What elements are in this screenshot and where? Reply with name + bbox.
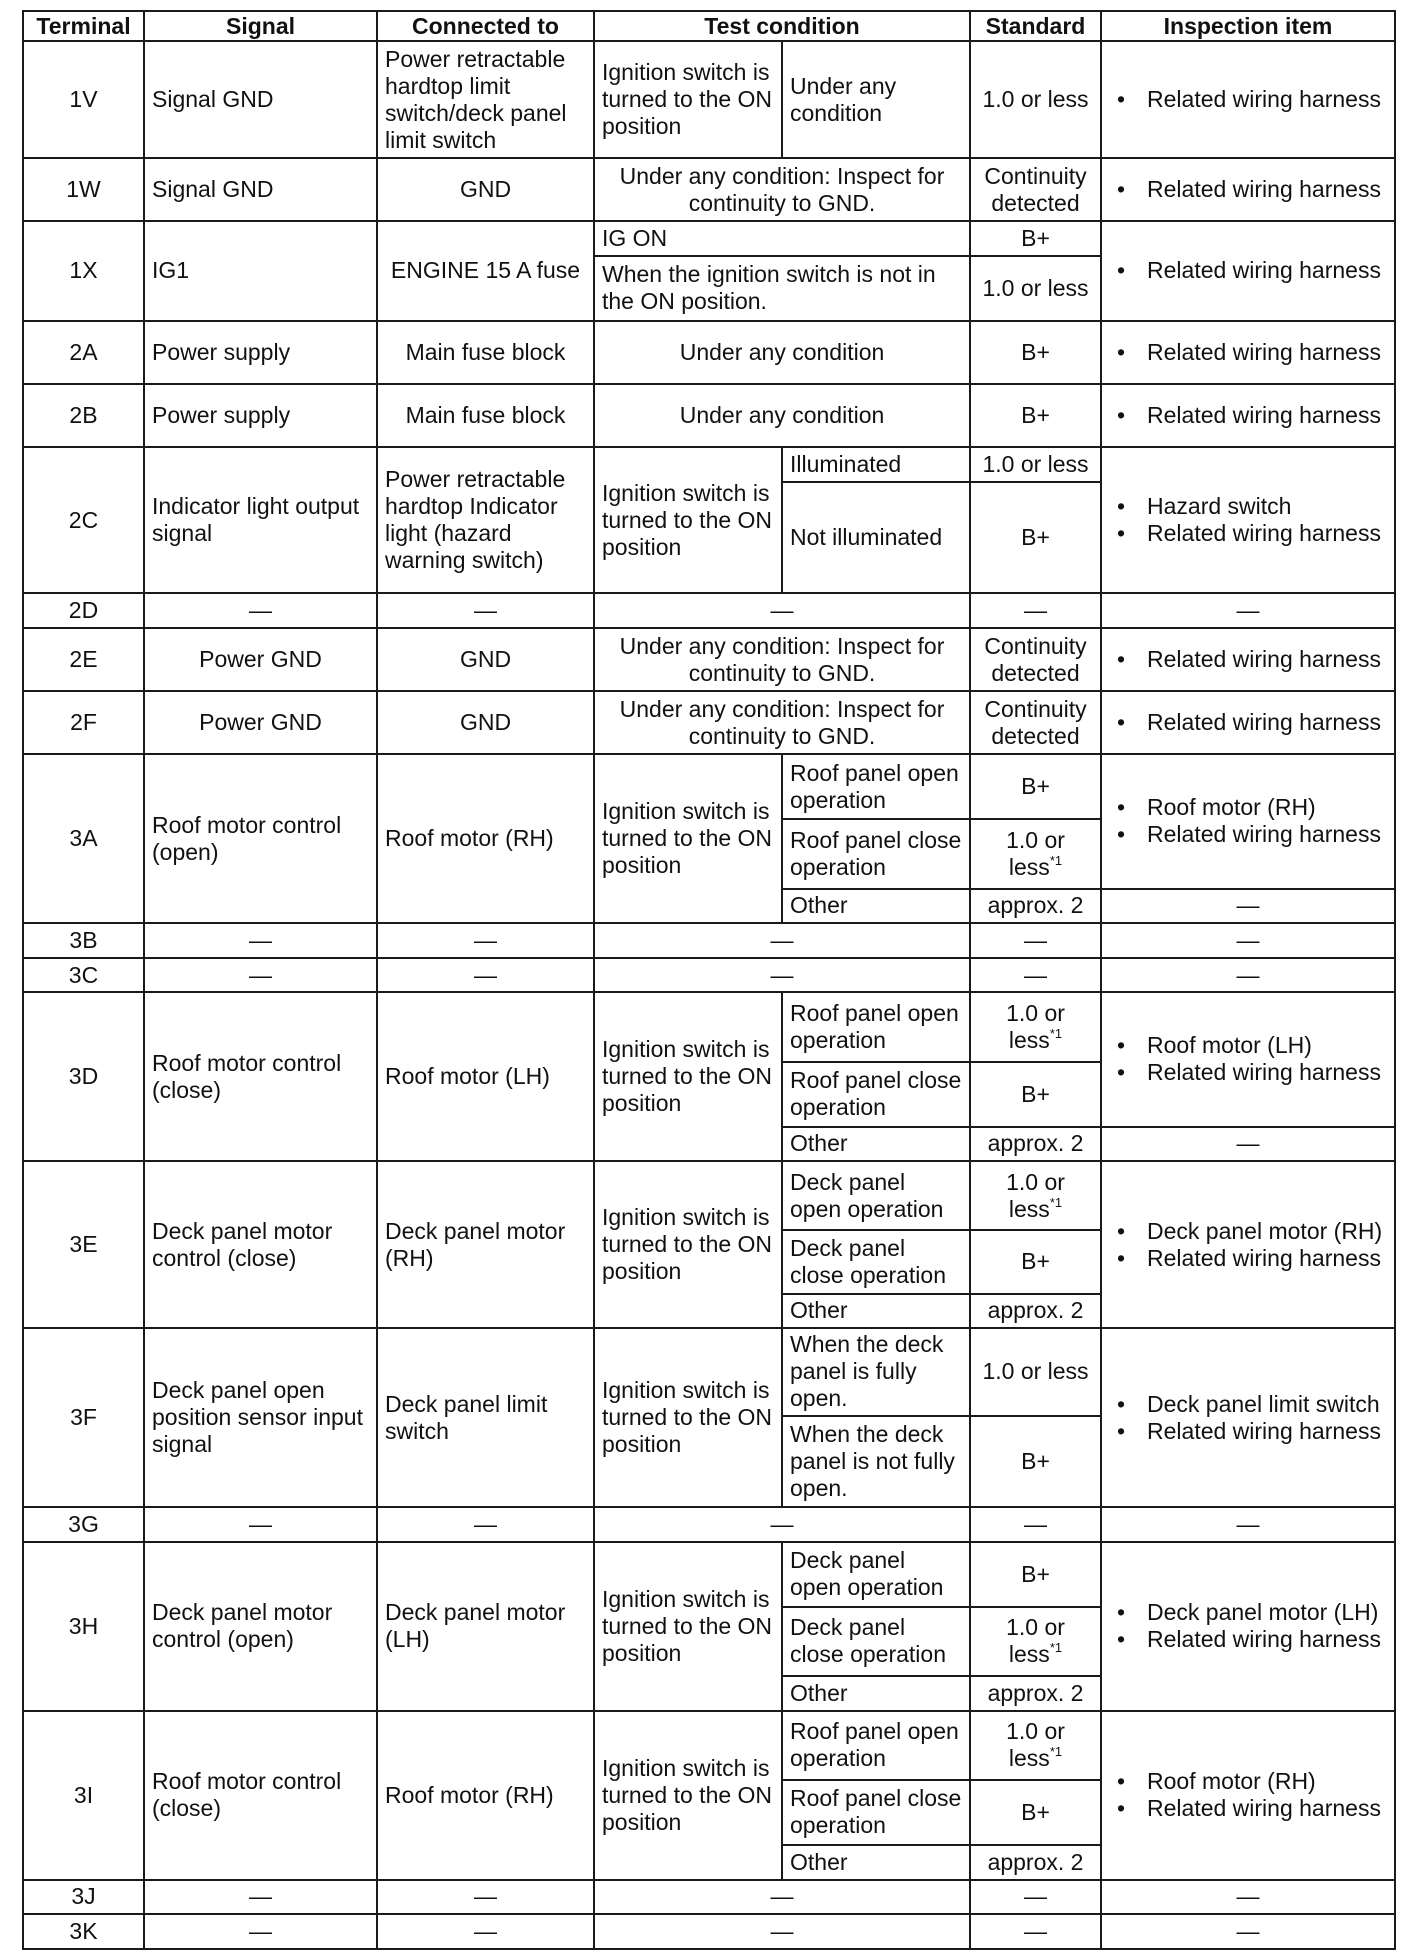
table-row bbox=[23, 1507, 1395, 1542]
header-connected-to: Connected to bbox=[377, 11, 594, 41]
table-row bbox=[23, 992, 1395, 1061]
connected-cell: ENGINE 15 A fuse bbox=[377, 221, 594, 321]
signal-cell: Power supply bbox=[144, 321, 377, 384]
standard-cell bbox=[970, 1161, 1101, 1230]
inspection-item: • Related wiring harness bbox=[1147, 520, 1387, 547]
table-row bbox=[23, 628, 1395, 691]
footnote-marker: *1 bbox=[1049, 1640, 1063, 1656]
terminal-cell: 3E bbox=[23, 1161, 144, 1328]
subcondition-cell: Illuminated bbox=[782, 447, 970, 482]
inspection-item: • Hazard switch bbox=[1147, 493, 1387, 520]
condition-cell: Ignition switch is turned to the ON position bbox=[594, 992, 782, 1161]
signal-cell: Roof motor control (open) bbox=[144, 754, 377, 923]
connected-cell: Main fuse block bbox=[377, 321, 594, 384]
inspection-cell bbox=[1101, 321, 1395, 384]
dash-cell: — bbox=[594, 1507, 970, 1542]
table-row bbox=[23, 1161, 1395, 1230]
inspection-cell bbox=[1101, 992, 1395, 1126]
terminal-cell: 3I bbox=[23, 1711, 144, 1880]
condition-cell: Ignition switch is turned to the ON position bbox=[594, 447, 782, 594]
standard-cell: approx. 2 bbox=[970, 889, 1101, 924]
condition-cell: When the ignition switch is not in the ON position. bbox=[594, 256, 970, 321]
inspection-cell bbox=[1101, 447, 1395, 594]
dash-cell: — bbox=[970, 593, 1101, 628]
standard-cell: B+ bbox=[970, 1780, 1101, 1845]
condition-cell: Ignition switch is turned to the ON position bbox=[594, 1542, 782, 1711]
dash-cell: — bbox=[377, 1880, 594, 1915]
terminal-cell: 3J bbox=[23, 1880, 144, 1915]
condition-cell: Under any condition: Inspect for continuity to GND. bbox=[594, 158, 970, 221]
connected-cell: Power retractable hardtop Indicator light (hazard warning switch) bbox=[377, 447, 594, 594]
inspection-cell bbox=[1101, 221, 1395, 321]
inspection-item: • Deck panel limit switch bbox=[1147, 1391, 1387, 1418]
connected-cell: Main fuse block bbox=[377, 384, 594, 447]
inspection-item: • Related wiring harness bbox=[1147, 821, 1387, 848]
inspection-item: • Deck panel motor (LH) bbox=[1147, 1599, 1387, 1626]
standard-cell: B+ bbox=[970, 321, 1101, 384]
inspection-cell bbox=[1101, 1542, 1395, 1711]
dash-cell: — bbox=[1101, 1507, 1395, 1542]
inspection-item: • Related wiring harness bbox=[1147, 339, 1387, 366]
terminal-cell: 2D bbox=[23, 593, 144, 628]
standard-cell: 1.0 or less bbox=[970, 41, 1101, 158]
signal-cell: Power supply bbox=[144, 384, 377, 447]
subcondition-cell: Other bbox=[782, 1294, 970, 1329]
signal-cell: Deck panel motor control (close) bbox=[144, 1161, 377, 1328]
standard-cell: B+ bbox=[970, 482, 1101, 594]
table-row bbox=[23, 958, 1395, 993]
subcondition-cell: Roof panel open operation bbox=[782, 992, 970, 1061]
inspection-cell bbox=[1101, 628, 1395, 691]
inspection-item: • Deck panel motor (RH) bbox=[1147, 1218, 1387, 1245]
inspection-item: • Related wiring harness bbox=[1147, 709, 1387, 736]
footnote-marker: *1 bbox=[1049, 852, 1063, 868]
subcondition-cell: When the deck panel is not fully open. bbox=[782, 1416, 970, 1508]
standard-value: 1.0 or less bbox=[1006, 826, 1065, 880]
connected-cell: Deck panel motor (RH) bbox=[377, 1161, 594, 1328]
inspection-item: • Related wiring harness bbox=[1147, 1059, 1387, 1086]
dash-cell: — bbox=[1101, 958, 1395, 993]
condition-cell: Ignition switch is turned to the ON position bbox=[594, 754, 782, 923]
dash-cell: — bbox=[594, 958, 970, 993]
header-test-condition: Test condition bbox=[594, 11, 970, 41]
dash-cell: — bbox=[1101, 923, 1395, 958]
signal-cell: Power GND bbox=[144, 691, 377, 754]
dash-cell: — bbox=[594, 593, 970, 628]
terminal-cell: 3A bbox=[23, 754, 144, 923]
standard-cell: B+ bbox=[970, 1062, 1101, 1127]
standard-cell bbox=[970, 992, 1101, 1061]
standard-cell: Continuity detected bbox=[970, 691, 1101, 754]
inspection-cell bbox=[1101, 754, 1395, 888]
standard-cell bbox=[970, 1607, 1101, 1676]
table-row bbox=[23, 158, 1395, 221]
connected-cell: GND bbox=[377, 158, 594, 221]
dash-cell: — bbox=[144, 1507, 377, 1542]
footnote-marker: *1 bbox=[1049, 1025, 1063, 1041]
standard-value: 1.0 or less bbox=[1006, 1718, 1065, 1772]
signal-cell: Indicator light output signal bbox=[144, 447, 377, 594]
table-row bbox=[23, 1328, 1395, 1416]
dash-cell: — bbox=[1101, 593, 1395, 628]
subcondition-cell: Roof panel close operation bbox=[782, 1780, 970, 1845]
subcondition-cell: Roof panel open operation bbox=[782, 1711, 970, 1780]
dash-cell: — bbox=[144, 958, 377, 993]
signal-cell: Signal GND bbox=[144, 41, 377, 158]
standard-cell: B+ bbox=[970, 384, 1101, 447]
table-row bbox=[23, 923, 1395, 958]
inspection-item: • Related wiring harness bbox=[1147, 402, 1387, 429]
dash-cell: — bbox=[144, 1914, 377, 1949]
inspection-cell bbox=[1101, 158, 1395, 221]
standard-cell: B+ bbox=[970, 1542, 1101, 1607]
inspection-cell bbox=[1101, 41, 1395, 158]
table-row bbox=[23, 1542, 1395, 1607]
dash-cell: — bbox=[970, 958, 1101, 993]
connected-cell: Roof motor (LH) bbox=[377, 992, 594, 1161]
connected-cell: GND bbox=[377, 628, 594, 691]
condition-cell: Under any condition bbox=[594, 384, 970, 447]
terminal-cell: 2A bbox=[23, 321, 144, 384]
standard-cell: B+ bbox=[970, 221, 1101, 256]
inspection-item: • Related wiring harness bbox=[1147, 176, 1387, 203]
standard-cell: approx. 2 bbox=[970, 1845, 1101, 1880]
table-row bbox=[23, 1711, 1395, 1780]
header-inspection-item: Inspection item bbox=[1101, 11, 1395, 41]
inspection-item: • Roof motor (RH) bbox=[1147, 794, 1387, 821]
footnote-marker: *1 bbox=[1049, 1194, 1063, 1210]
connected-cell: Roof motor (RH) bbox=[377, 1711, 594, 1880]
subcondition-cell: Other bbox=[782, 1676, 970, 1711]
header-signal: Signal bbox=[144, 11, 377, 41]
dash-cell: — bbox=[970, 1507, 1101, 1542]
signal-cell: Roof motor control (close) bbox=[144, 1711, 377, 1880]
standard-value: 1.0 or less bbox=[1006, 1614, 1065, 1668]
inspection-item: • Roof motor (LH) bbox=[1147, 1032, 1387, 1059]
dash-cell: — bbox=[594, 923, 970, 958]
inspection-item: • Related wiring harness bbox=[1147, 1245, 1387, 1272]
dash-cell: — bbox=[377, 923, 594, 958]
dash-cell: — bbox=[970, 1914, 1101, 1949]
terminal-inspection-table bbox=[22, 10, 1396, 1950]
terminal-cell: 1W bbox=[23, 158, 144, 221]
table-row bbox=[23, 593, 1395, 628]
terminal-cell: 3C bbox=[23, 958, 144, 993]
table-row bbox=[23, 1914, 1395, 1949]
table-row bbox=[23, 691, 1395, 754]
inspection-item: • Related wiring harness bbox=[1147, 257, 1387, 284]
standard-cell: 1.0 or less bbox=[970, 447, 1101, 482]
standard-cell: approx. 2 bbox=[970, 1676, 1101, 1711]
subcondition-cell: Other bbox=[782, 1127, 970, 1162]
dash-cell: — bbox=[377, 1914, 594, 1949]
subcondition-cell: Other bbox=[782, 889, 970, 924]
dash-cell: — bbox=[1101, 1914, 1395, 1949]
signal-cell: Signal GND bbox=[144, 158, 377, 221]
standard-cell: B+ bbox=[970, 1230, 1101, 1293]
inspection-item: • Related wiring harness bbox=[1147, 1795, 1387, 1822]
connected-cell: Roof motor (RH) bbox=[377, 754, 594, 923]
subcondition-cell: Deck panel close operation bbox=[782, 1230, 970, 1293]
dash-cell: — bbox=[594, 1914, 970, 1949]
dash-cell: — bbox=[970, 923, 1101, 958]
terminal-cell: 2F bbox=[23, 691, 144, 754]
inspection-item: • Roof motor (RH) bbox=[1147, 1768, 1387, 1795]
standard-cell: B+ bbox=[970, 754, 1101, 819]
inspection-item: • Related wiring harness bbox=[1147, 86, 1387, 113]
connected-cell: Deck panel limit switch bbox=[377, 1328, 594, 1507]
subcondition-cell: Roof panel close operation bbox=[782, 1062, 970, 1127]
table-row bbox=[23, 221, 1395, 256]
dash-cell: — bbox=[594, 1880, 970, 1915]
dash-cell: — bbox=[1101, 889, 1395, 924]
terminal-cell: 3D bbox=[23, 992, 144, 1161]
subcondition-cell: Under any condition bbox=[782, 41, 970, 158]
subcondition-cell: Deck panel open operation bbox=[782, 1161, 970, 1230]
dash-cell: — bbox=[377, 958, 594, 993]
table-row bbox=[23, 321, 1395, 384]
dash-cell: — bbox=[1101, 1127, 1395, 1162]
signal-cell: Power GND bbox=[144, 628, 377, 691]
dash-cell: — bbox=[377, 593, 594, 628]
table-row bbox=[23, 384, 1395, 447]
standard-cell: approx. 2 bbox=[970, 1127, 1101, 1162]
standard-cell: Continuity detected bbox=[970, 158, 1101, 221]
dash-cell: — bbox=[144, 923, 377, 958]
condition-cell: Ignition switch is turned to the ON position bbox=[594, 1161, 782, 1328]
standard-cell: Continuity detected bbox=[970, 628, 1101, 691]
connected-cell: Deck panel motor (LH) bbox=[377, 1542, 594, 1711]
inspection-item: • Related wiring harness bbox=[1147, 1626, 1387, 1653]
subcondition-cell: Other bbox=[782, 1845, 970, 1880]
connected-cell: Power retractable hardtop limit switch/deck panel limit switch bbox=[377, 41, 594, 158]
terminal-cell: 2B bbox=[23, 384, 144, 447]
inspection-item: • Related wiring harness bbox=[1147, 646, 1387, 673]
signal-cell: IG1 bbox=[144, 221, 377, 321]
subcondition-cell: Roof panel close operation bbox=[782, 819, 970, 888]
connected-cell: GND bbox=[377, 691, 594, 754]
condition-cell: IG ON bbox=[594, 221, 970, 256]
standard-cell bbox=[970, 819, 1101, 888]
terminal-cell: 3H bbox=[23, 1542, 144, 1711]
subcondition-cell: When the deck panel is fully open. bbox=[782, 1328, 970, 1416]
terminal-cell: 3K bbox=[23, 1914, 144, 1949]
terminal-cell: 2C bbox=[23, 447, 144, 594]
terminal-cell: 3B bbox=[23, 923, 144, 958]
dash-cell: — bbox=[144, 593, 377, 628]
signal-cell: Roof motor control (close) bbox=[144, 992, 377, 1161]
subcondition-cell: Roof panel open operation bbox=[782, 754, 970, 819]
signal-cell: Deck panel motor control (open) bbox=[144, 1542, 377, 1711]
condition-cell: Ignition switch is turned to the ON position bbox=[594, 1328, 782, 1507]
subcondition-cell: Not illuminated bbox=[782, 482, 970, 594]
dash-cell: — bbox=[1101, 1880, 1395, 1915]
subcondition-cell: Deck panel open operation bbox=[782, 1542, 970, 1607]
dash-cell: — bbox=[377, 1507, 594, 1542]
table-row bbox=[23, 1880, 1395, 1915]
standard-value: 1.0 or less bbox=[1006, 999, 1065, 1053]
inspection-item: • Related wiring harness bbox=[1147, 1418, 1387, 1445]
inspection-cell bbox=[1101, 384, 1395, 447]
condition-cell: Under any condition bbox=[594, 321, 970, 384]
condition-cell: Ignition switch is turned to the ON position bbox=[594, 1711, 782, 1880]
standard-cell bbox=[970, 1711, 1101, 1780]
condition-cell: Ignition switch is turned to the ON position bbox=[594, 41, 782, 158]
footnote-marker: *1 bbox=[1049, 1744, 1063, 1760]
inspection-cell bbox=[1101, 1328, 1395, 1507]
table-row bbox=[23, 447, 1395, 482]
standard-cell: B+ bbox=[970, 1416, 1101, 1508]
condition-cell: Under any condition: Inspect for continuity to GND. bbox=[594, 628, 970, 691]
table-row bbox=[23, 754, 1395, 819]
inspection-cell bbox=[1101, 1161, 1395, 1328]
standard-cell: 1.0 or less bbox=[970, 1328, 1101, 1416]
terminal-cell: 1V bbox=[23, 41, 144, 158]
terminal-cell: 3G bbox=[23, 1507, 144, 1542]
header-terminal: Terminal bbox=[23, 11, 144, 41]
terminal-cell: 1X bbox=[23, 221, 144, 321]
terminal-cell: 3F bbox=[23, 1328, 144, 1507]
header-standard: Standard bbox=[970, 11, 1101, 41]
dash-cell: — bbox=[144, 1880, 377, 1915]
terminal-cell: 2E bbox=[23, 628, 144, 691]
table-row bbox=[23, 41, 1395, 158]
condition-cell: Under any condition: Inspect for continuity to GND. bbox=[594, 691, 970, 754]
subcondition-cell: Deck panel close operation bbox=[782, 1607, 970, 1676]
standard-cell: 1.0 or less bbox=[970, 256, 1101, 321]
dash-cell: — bbox=[970, 1880, 1101, 1915]
inspection-cell bbox=[1101, 1711, 1395, 1880]
standard-cell: approx. 2 bbox=[970, 1294, 1101, 1329]
header-row bbox=[23, 11, 1395, 41]
inspection-cell bbox=[1101, 691, 1395, 754]
standard-value: 1.0 or less bbox=[1006, 1168, 1065, 1222]
signal-cell: Deck panel open position sensor input signal bbox=[144, 1328, 377, 1507]
